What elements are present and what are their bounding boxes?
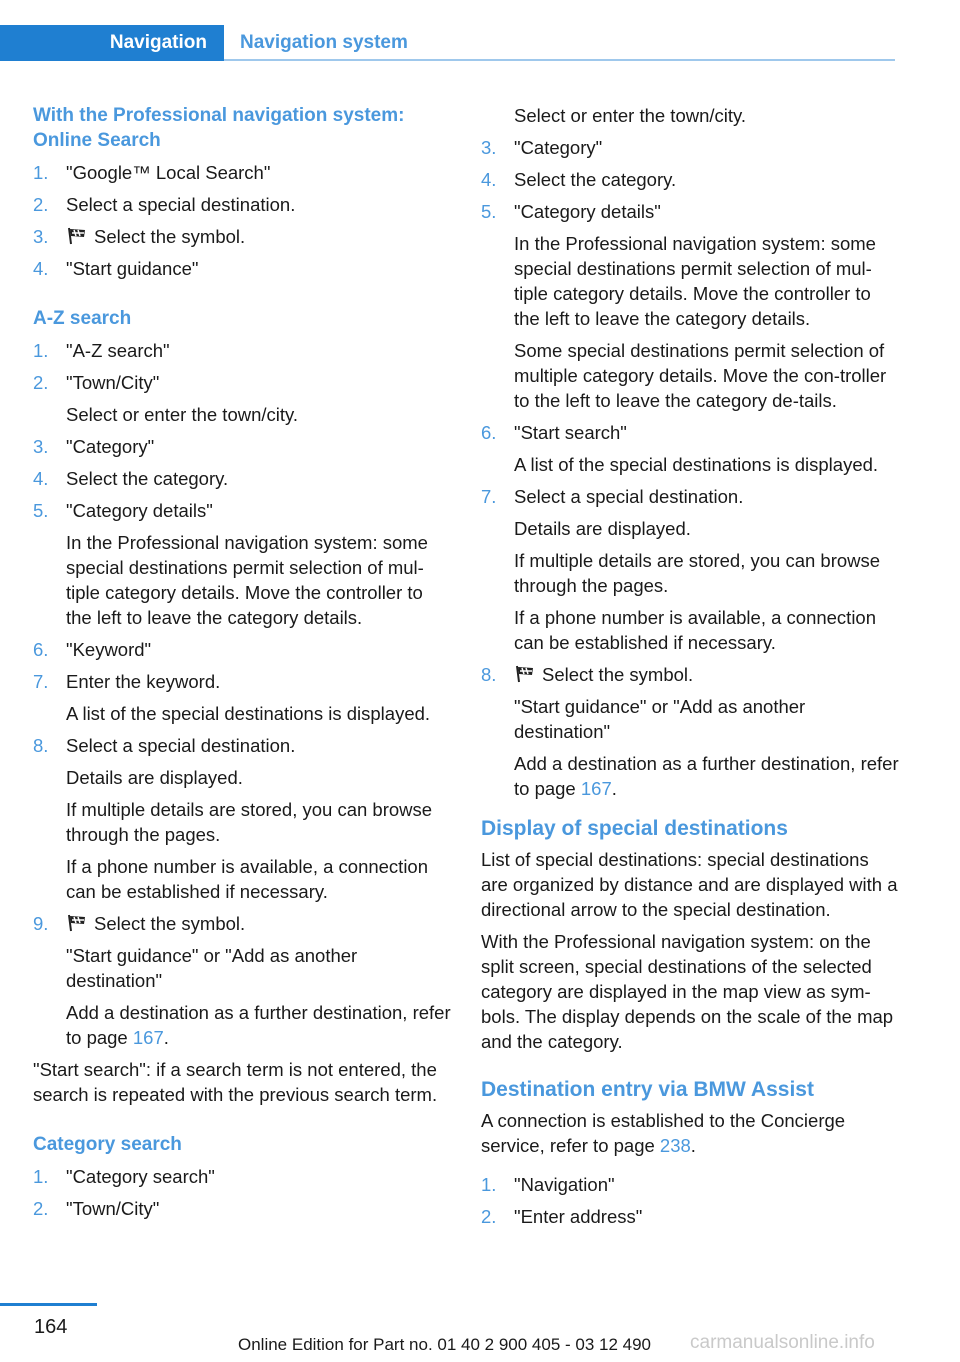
online-search-heading: With the Professional navigation system: Online Search (33, 105, 405, 151)
list-item: 7. Select a special destination. (481, 486, 744, 507)
list-item: 2. "Town/City" (33, 1198, 160, 1219)
list-item: 1. "Google™ Local Search" (33, 162, 271, 183)
left-column (33, 103, 451, 1228)
list-item: 3. "Category" (33, 436, 155, 457)
list-item: 3. "Category" (481, 137, 603, 158)
list-note: In the Professional navigation system: some special destinations permit selection of mul‐tiple category details. Move the controller to the left to leave the category details. (66, 532, 428, 628)
list-item: 2. "Enter address" (481, 1206, 643, 1227)
az-search-heading: A-Z search (33, 308, 132, 329)
list-item: 6. "Start search" (481, 422, 627, 443)
page-link[interactable]: 238 (659, 1135, 691, 1156)
list-item: 8. Select the symbol. (481, 664, 694, 685)
list-note: Add a destination as a further destination, refer to page 167. (514, 753, 899, 799)
start-search-note: "Start search": if a search term is not entered, the search is repeated with the previous search term. (33, 1059, 438, 1105)
flag-icon (66, 226, 88, 246)
assist-paragraph: A connection is established to the Concierge service, refer to page 238. (481, 1110, 846, 1156)
bmw-assist-heading: Destination entry via BMW Assist (481, 1078, 814, 1101)
edition-text: Online Edition for Part no. 01 40 2 900 405 - 03 12 490 (238, 1335, 652, 1354)
list-item: 5. "Category details" (33, 500, 213, 521)
header-subsection: Navigation system (240, 32, 408, 53)
page-header (0, 25, 895, 61)
watermark: carmanualsonline.info (690, 1332, 875, 1353)
list-note: If multiple details are stored, you can browse through the pages. (66, 799, 433, 845)
list-note: If a phone number is available, a connection can be established if necessary. (66, 856, 429, 902)
right-column (481, 103, 899, 1236)
display-special-destinations-heading: Display of special destinations (481, 817, 788, 840)
page-number: 164 (34, 1316, 68, 1338)
list-item: 4. Select the category. (481, 169, 677, 190)
list-note: A list of the special destinations is displayed. (66, 703, 431, 724)
list-note: If multiple details are stored, you can browse through the pages. (514, 550, 881, 596)
list-note: "Start guidance" or "Add as another destination" (514, 696, 806, 742)
page-link[interactable]: 167 (580, 778, 612, 799)
list-note: A list of the special destinations is displayed. (514, 454, 879, 475)
list-item: 2. "Town/City" (33, 372, 160, 393)
category-search-heading: Category search (33, 1134, 182, 1155)
list-note: Details are displayed. (66, 767, 243, 788)
flag-icon (66, 913, 88, 933)
list-note: "Start guidance" or "Add as another destination" (66, 945, 358, 991)
display-paragraph: With the Professional navigation system: on the split screen, special destinations of the selected category are displayed in the map view as sym‐bols. The display depends on the scale of the map and the category. (481, 931, 894, 1052)
list-item: 8. Select a special destination. (33, 735, 296, 756)
list-note: If a phone number is available, a connection can be established if necessary. (514, 607, 877, 653)
list-item: 2. Select a special destination. (33, 194, 296, 215)
list-note: In the Professional navigation system: some special destinations permit selection of mul‐tiple category details. Move the controller to the left to leave the category details. (514, 233, 876, 329)
list-item: 7. Enter the keyword. (33, 671, 221, 692)
flag-icon (514, 664, 536, 684)
list-note: Select or enter the town/city. (66, 404, 299, 425)
list-item: 9. Select the symbol. (33, 913, 246, 934)
list-note: Add a destination as a further destination, refer to page 167. (66, 1002, 451, 1048)
footer-rule (0, 1303, 97, 1306)
list-item: 4. Select the category. (33, 468, 229, 489)
list-item: 1. "Category search" (33, 1166, 215, 1187)
list-item: 6. "Keyword" (33, 639, 152, 660)
list-item: 1. "Navigation" (481, 1174, 615, 1195)
list-note: Details are displayed. (514, 518, 691, 539)
list-note: Select or enter the town/city. (514, 105, 747, 126)
header-rule (224, 59, 895, 61)
page-link[interactable]: 167 (132, 1027, 164, 1048)
list-item: 1. "A-Z search" (33, 340, 170, 361)
header-section-tab: Navigation (0, 25, 224, 61)
display-paragraph: List of special destinations: special destinations are organized by distance and are displayed with a directional arrow to the special destination. (481, 849, 898, 920)
list-note: Some special destinations permit selection of multiple category details. Move the con‐troller to the left to leave the category de‐tails. (514, 340, 887, 411)
list-item: 4. "Start guidance" (33, 258, 199, 279)
list-item: 5. "Category details" (481, 201, 661, 222)
list-item: 3. Select the symbol. (33, 226, 246, 247)
